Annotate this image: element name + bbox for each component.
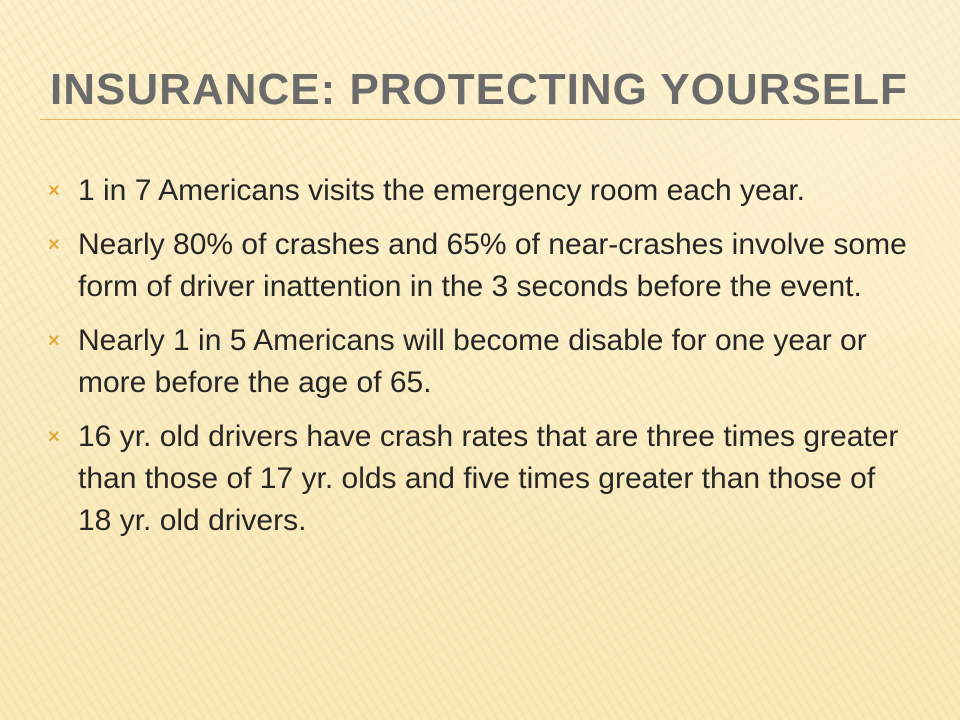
bullet-text: 1 in 7 Americans visits the emergency room each year. <box>78 174 806 207</box>
x-bullet-icon: × <box>48 180 60 202</box>
bullet-item <box>48 320 908 404</box>
bullet-text: 16 yr. old drivers have crash rates that are three times greater than those of 17 yr. olds and five times greater than those of 18 yr. old drivers. <box>78 420 899 537</box>
bullet-item <box>48 224 908 308</box>
bullet-item <box>48 416 908 542</box>
bullet-item <box>48 170 908 212</box>
slide-title: INSURANCE: PROTECTING YOURSELF <box>50 65 908 114</box>
x-bullet-icon: × <box>48 330 60 352</box>
x-bullet-icon: × <box>48 426 60 448</box>
title-underline <box>40 119 960 120</box>
bullet-list <box>48 170 908 554</box>
x-bullet-icon: × <box>48 234 60 256</box>
bullet-text: Nearly 80% of crashes and 65% of near-crashes involve some form of driver inattention in the 3 seconds before the event. <box>78 228 907 303</box>
bullet-text: Nearly 1 in 5 Americans will become disable for one year or more before the age of 65. <box>78 324 867 399</box>
title-area <box>40 58 960 128</box>
